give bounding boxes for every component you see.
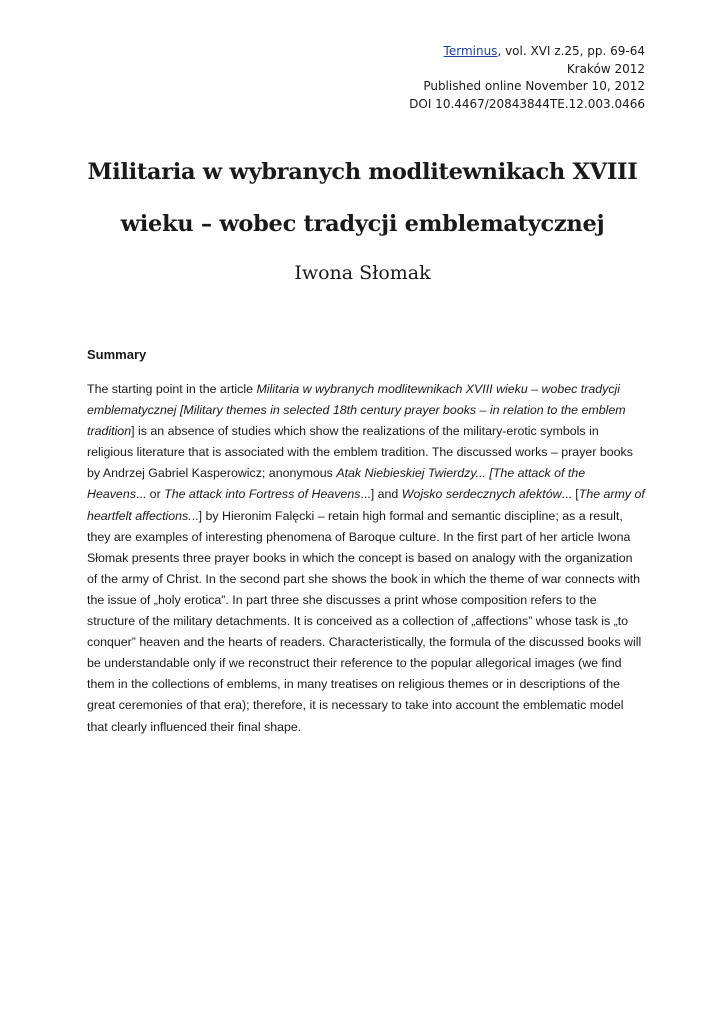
summary-segment-italic: Wojsko serdecznych afektów bbox=[401, 487, 562, 502]
article-title-line-2: wieku – wobec tradycji emblematycznej bbox=[120, 211, 605, 237]
author-name: Iwona Słomak bbox=[294, 262, 431, 284]
summary-segment: ...] and bbox=[360, 487, 402, 502]
citation-block bbox=[245, 43, 645, 113]
summary-segment: ..] by Hieronim Falęcki – retain high formal and semantic discipline; as a result, they are examples of interesting phenomena of Baroque culture. In the first part of her article Iwona Słomak presents three prayer books in which the concept is based on analogy with the organization of the army of Christ. In the second part she shows the book in which the theme of war connects with the issue of „holy erotica”. In part three she discusses a print whose composition refers to the structure of the military detachments. It is conceived as a collection of „affections” whose task is „to conquer” heaven and the hearts of readers. Characteristically, the formula of the discussed books will be understandable only if we reconstruct their reference to the popular allegorical images (we find them in the collections of emblems, in many treatises on religious themes or in descriptions of the great ceremonies of that era); therefore, it is necessary to take into account the emblematic model that clearly influenced their final shape. bbox=[87, 508, 642, 734]
article-title bbox=[40, 146, 685, 250]
summary-segment: ... [ bbox=[561, 487, 579, 502]
doi: DOI 10.4467/20843844TE.12.003.0466 bbox=[409, 96, 645, 111]
summary-segment-italic: The army of heartfelt affections. bbox=[87, 487, 645, 523]
article-title-line-1: Militaria w wybranych modlitewnikach XVIII bbox=[87, 159, 638, 185]
summary-segment: The starting point in the article bbox=[87, 382, 257, 396]
citation-details: , vol. XVI z.25, pp. 69-64 bbox=[497, 44, 645, 58]
citation-line bbox=[245, 43, 645, 61]
summary-segment-italic: Atak Niebieskiej Twierdzy... [The attack of the Heavens bbox=[87, 466, 586, 502]
summary-segment: ... or bbox=[135, 487, 165, 502]
summary-segment: ] is an absence of studies which show the realizations of the military-erotic symbols in religious literature that is associated with the emblem tradition. The discussed works – prayer books by Andrzej Gabriel Kasperowicz; anonymous bbox=[87, 424, 633, 481]
publication-date: Published online November 10, 2012 bbox=[423, 79, 645, 93]
place-year: Kraków 2012 bbox=[566, 61, 645, 76]
summary-segment-italic: The attack into Fortress of Heavens bbox=[164, 487, 361, 502]
summary-segment-italic: Militaria w wybranych modlitewnikach XVIII wieku – wobec tradycji emblematycznej [Military themes in selected 18th century prayer books – in relation to the emblem tradition bbox=[87, 382, 626, 439]
summary-text bbox=[87, 379, 646, 738]
summary-heading: Summary bbox=[87, 347, 147, 362]
journal-link[interactable]: Terminus bbox=[443, 44, 498, 58]
